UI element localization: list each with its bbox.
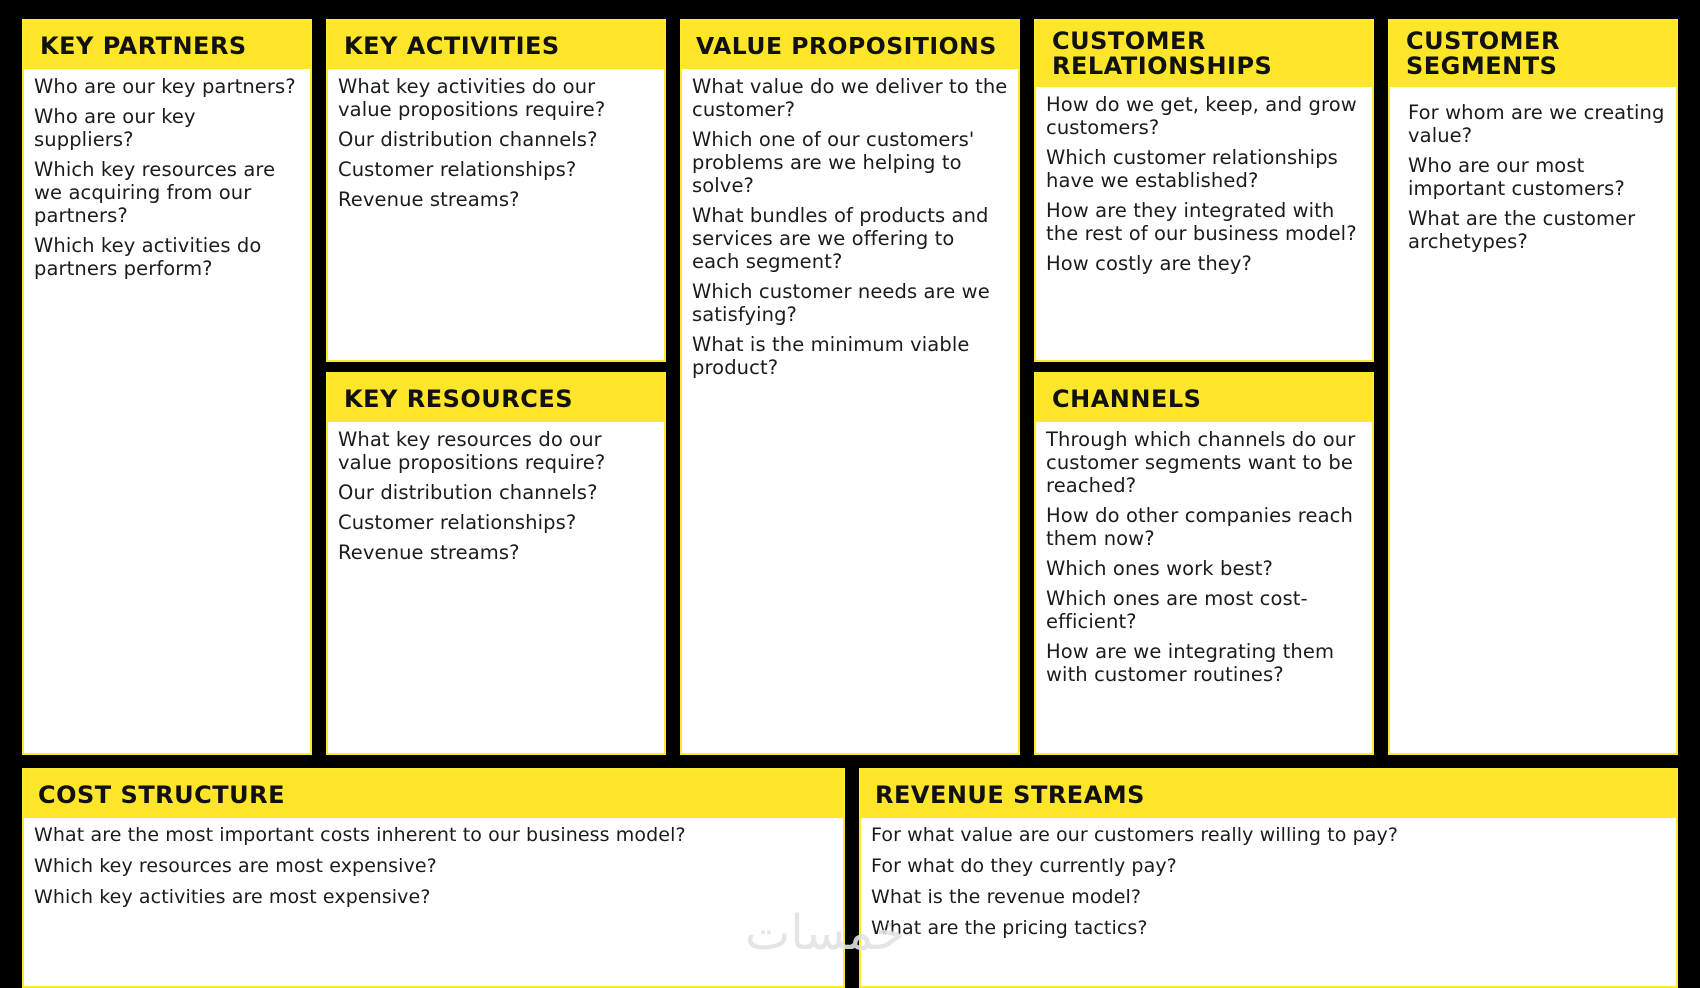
block-title-line: CUSTOMER [1406,27,1560,55]
block-customer-segments [1388,19,1678,755]
question-list [1036,422,1372,686]
block-key-partners [22,19,312,755]
question-item: Which key resources are we acquiring from our partners? [34,158,276,227]
question-item: What bundles of products and services are we offering to each segment? [692,204,989,273]
question-item: How do we get, keep, and grow customers? [1046,93,1357,139]
watermark: خمسات [745,905,906,961]
question-item: What are the customer archetypes? [1408,207,1636,253]
question-item: Our distribution channels? [338,481,598,504]
question-item: For what value are our customers really willing to pay? [871,824,1399,846]
question-item: Through which channels do our customer segments want to be reached? [1046,428,1356,497]
question-item: How costly are they? [1046,252,1252,275]
question-list [1390,87,1676,253]
question-item: Who are our key partners? [34,75,296,98]
question-item: Revenue streams? [338,541,520,564]
question-item: What is the minimum viable product? [692,333,970,379]
block-title [1390,21,1676,87]
block-value-propositions [680,19,1020,755]
question-item: How do other companies reach them now? [1046,504,1353,550]
block-title: KEY ACTIVITIES [328,21,664,69]
block-title-line: SEGMENTS [1406,52,1558,80]
block-title: CHANNELS [1036,374,1372,422]
question-item: Who are our most important customers? [1408,154,1625,200]
question-item: Revenue streams? [338,188,520,211]
block-key-resources [326,372,666,755]
question-item: Customer relationships? [338,511,577,534]
question-item: Our distribution channels? [338,128,598,151]
question-item: Customer relationships? [338,158,577,181]
question-list [861,818,1676,940]
block-title: KEY RESOURCES [328,374,664,422]
block-channels [1034,372,1374,755]
question-item: What key resources do our value propositions require? [338,428,606,474]
question-item: Which key activities are most expensive? [34,886,431,908]
question-list [682,69,1018,379]
question-item: What value do we deliver to the customer? [692,75,1008,121]
question-item: Which customer relationships have we established? [1046,146,1338,192]
question-list [328,422,664,564]
question-item: Which key activities do partners perform? [34,234,262,280]
question-item: What key activities do our value propositions require? [338,75,606,121]
question-list [24,69,310,280]
question-list [328,69,664,211]
question-item: What are the most important costs inherent to our business model? [34,824,686,846]
question-item: Who are our key suppliers? [34,105,196,151]
question-item: Which ones work best? [1046,557,1273,580]
block-customer-relationships [1034,19,1374,362]
question-list [1036,87,1372,275]
question-item: What are the pricing tactics? [871,917,1148,939]
block-title: REVENUE STREAMS [861,770,1676,818]
block-title: KEY PARTNERS [24,21,310,69]
block-title: VALUE PROPOSITIONS [682,21,1018,69]
block-revenue-streams [859,768,1678,988]
question-item: What is the revenue model? [871,886,1142,908]
question-item: For what do they currently pay? [871,855,1177,877]
block-cost-structure [22,768,845,988]
question-item: How are we integrating them with customer routines? [1046,640,1335,686]
question-list [24,818,843,909]
block-title [1036,21,1372,87]
question-item: Which one of our customers' problems are we helping to solve? [692,128,975,197]
question-item: Which customer needs are we satisfying? [692,280,990,326]
question-item: Which key resources are most expensive? [34,855,437,877]
block-title-line: RELATIONSHIPS [1052,52,1273,80]
question-item: How are they integrated with the rest of our business model? [1046,199,1357,245]
block-key-activities [326,19,666,362]
question-item: For whom are we creating value? [1408,101,1665,147]
block-title-line: CUSTOMER [1052,27,1206,55]
block-title: COST STRUCTURE [24,770,843,818]
question-item: Which ones are most cost-efficient? [1046,587,1308,633]
